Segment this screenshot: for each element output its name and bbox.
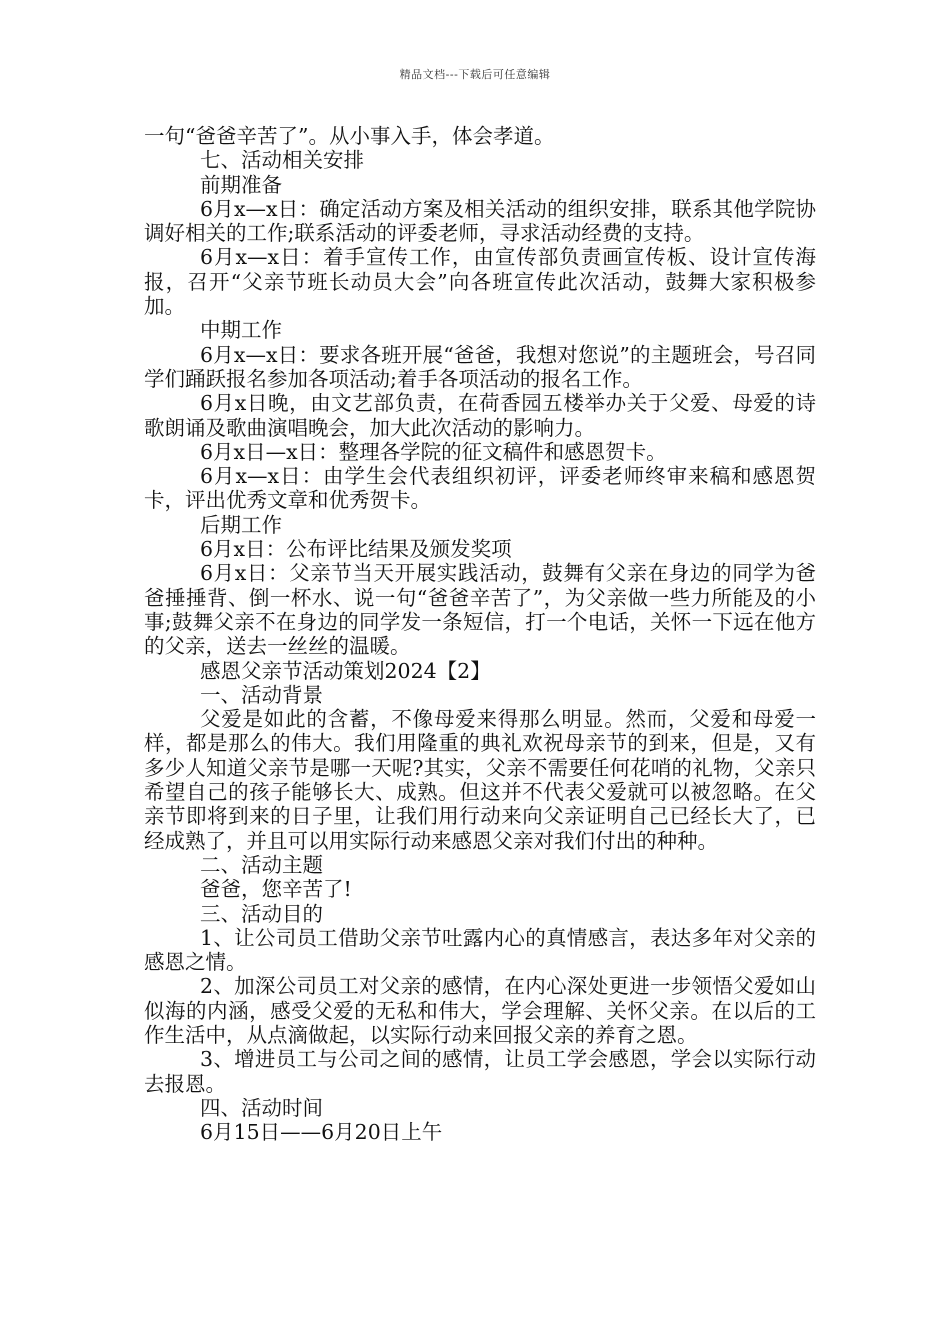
paragraph: 后期工作	[200, 512, 282, 537]
paragraph: 爸爸，您辛苦了!	[200, 877, 352, 902]
document-body	[144, 124, 816, 1144]
paragraph: 三、活动目的	[200, 901, 323, 926]
paragraph: 2、加深公司员工对父亲的感情，在内心深处更进一步领悟父爱如山似海的内涵，感受父爱的无私和伟大，学会理解、关怀父亲。在以后的工作生活中，从点滴做起，以实际行动来回报父亲的养育之恩。	[144, 974, 816, 1047]
paragraph: 6月x日晚，由文艺部负责，在荷香园五楼举办关于父爱、母爱的诗歌朗诵及歌曲演唱晚会，加大此次活动的影响力。	[144, 391, 816, 440]
paragraph: 一、活动背景	[200, 682, 323, 707]
page-header: 精品文档---下载后可任意编辑	[399, 68, 551, 81]
paragraph: 前期准备	[200, 172, 282, 197]
paragraph: 6月x日—x日：整理各学院的征文稿件和感恩贺卡。	[200, 439, 667, 464]
paragraph: 二、活动主题	[200, 852, 323, 877]
paragraph: 6月x—x日：确定活动方案及相关活动的组织安排，联系其他学院协调好相关的工作;联系活动的评委老师，寻求活动经费的支持。	[144, 196, 816, 246]
paragraph: 6月15日——6月20日上午	[200, 1120, 443, 1145]
paragraph: 6月x—x日：着手宣传工作，由宣传部负责画宣传板、设计宣传海报，召开“父亲节班长动员大会”向各班宣传此次活动，鼓舞大家积极参加。	[144, 245, 816, 319]
paragraph: 1、让公司员工借助父亲节吐露内心的真情感言，表达多年对父亲的感恩之情。	[144, 925, 816, 975]
paragraph: 6月x—x日：由学生会代表组织初评，评委老师终审来稿和感恩贺卡，评出优秀文章和优秀贺卡。	[144, 464, 816, 513]
paragraph: 一句“爸爸辛苦了”。从小事入手，体会孝道。	[144, 124, 555, 148]
paragraph: 3、增进员工与公司之间的感情，让员工学会感恩，学会以实际行动去报恩。	[144, 1047, 816, 1096]
paragraph: 七、活动相关安排	[200, 148, 364, 173]
paragraph: 中期工作	[200, 318, 282, 343]
paragraph: 四、活动时间	[200, 1095, 323, 1120]
paragraph: 父爱是如此的含蓄，不像母爱来得那么明显。然而，父爱和母爱一样，都是那么的伟大。我们用隆重的典礼欢祝母亲节的到来，但是，又有多少人知道父亲节是哪一天呢?其实，父亲不需要任何花哨的礼物，父亲只希望自己的孩子能够长大、成熟。但这并不代表父爱就可以被忽略。在父亲节即将到来的日子里，让我们用行动来向父亲证明自己已经长大了，已经成熟了，并且可以用实际行动来感恩父亲对我们付出的种种。	[144, 707, 816, 853]
paragraph: 6月x日：公布评比结果及颁发奖项	[200, 537, 512, 562]
paragraph: 6月x日：父亲节当天开展实践活动，鼓舞有父亲在身边的同学为爸爸捶捶背、倒一杯水、说一句“爸爸辛苦了”，为父亲做一些力所能及的小事;鼓舞父亲不在身边的同学发一条短信，打一个电话，关怀一下远在他方的父亲，送去一丝丝的温暖。	[144, 561, 816, 659]
paragraph: 6月x—x日：要求各班开展“爸爸，我想对您说”的主题班会，号召同学们踊跃报名参加各项活动;着手各项活动的报名工作。	[144, 342, 816, 391]
paragraph: 感恩父亲节活动策划2024【2】	[200, 658, 491, 683]
